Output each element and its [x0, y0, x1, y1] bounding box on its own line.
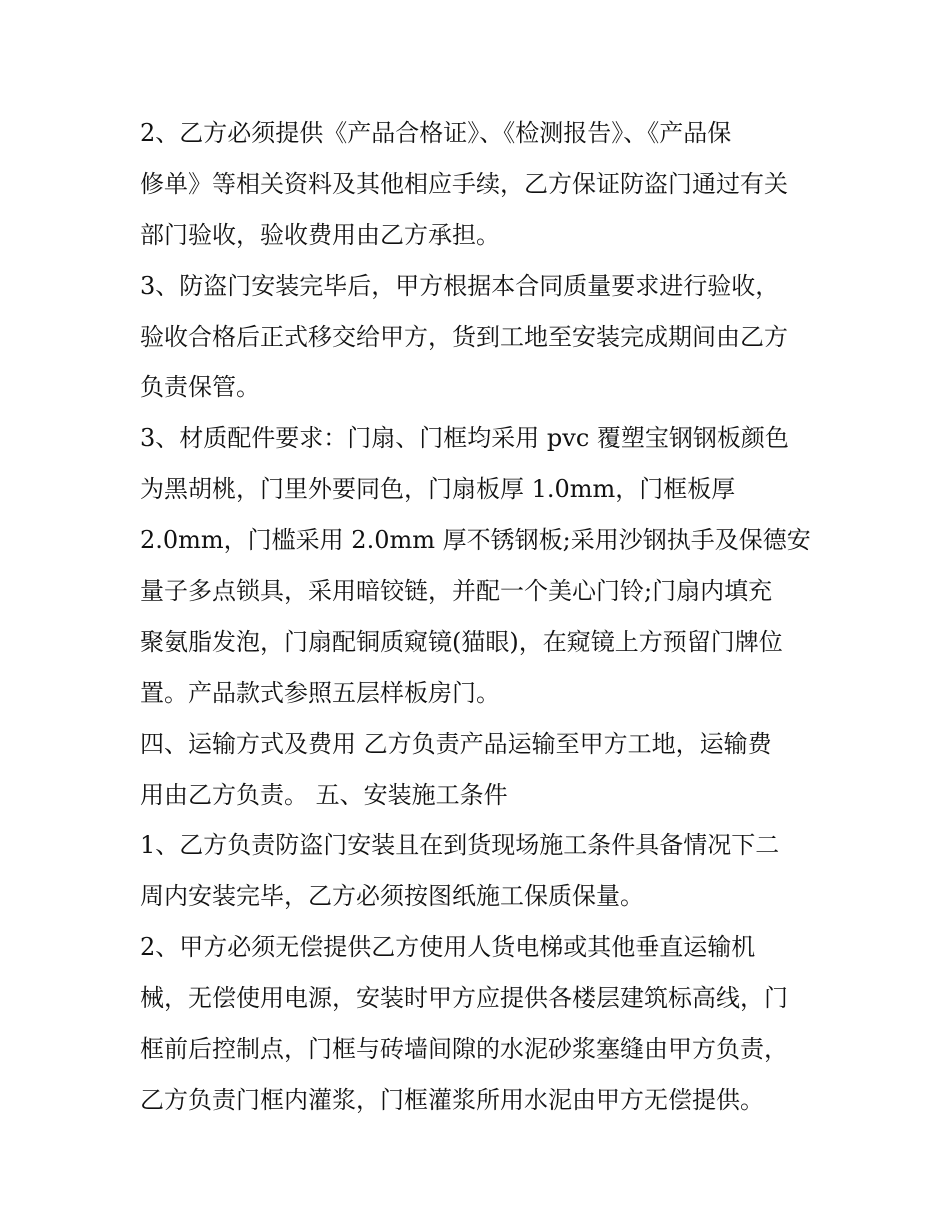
text-line: 为黑胡桃，门里外要同色，门扇板厚 1.0mm，门框板厚 [140, 475, 736, 504]
text-line: 2、甲方必须无偿提供乙方使用人货电梯或其他垂直运输机 [140, 933, 756, 962]
text-line: 负责保管。 [140, 373, 260, 402]
text-line: 部门验收，验收费用由乙方承担。 [140, 220, 500, 249]
text-line: 周内安装完毕，乙方必须按图纸施工保质保量。 [140, 882, 644, 911]
text-line: 量子多点锁具，采用暗铰链，并配一个美心门铃;门扇内填充 [140, 577, 773, 606]
text-line: 框前后控制点，门框与砖墙间隙的水泥砂浆塞缝由甲方负责， [140, 1035, 788, 1064]
text-line: 聚氨脂发泡，门扇配铜质窥镜(猫眼)，在窥镜上方预留门牌位 [140, 627, 783, 656]
text-line: 置。产品款式参照五层样板房门。 [140, 678, 500, 707]
text-line: 1、乙方负责防盗门安装且在到货现场施工条件具备情况下二 [140, 831, 780, 860]
text-line: 乙方负责门框内灌浆，门框灌浆所用水泥由甲方无偿提供。 [140, 1085, 764, 1114]
text-line: 2.0mm，门槛采用 2.0mm 厚不锈钢板;采用沙钢执手及保德安 [140, 526, 811, 555]
text-line: 械，无偿使用电源，安装时甲方应提供各楼层建筑标高线，门 [140, 984, 788, 1013]
text-line: 2、乙方必须提供《产品合格证》、《检测报告》、《产品保 [140, 119, 732, 147]
text-line: 验收合格后正式移交给甲方，货到工地至安装完成期间由乙方 [140, 322, 788, 351]
text-line: 用由乙方负责。 五、安装施工条件 [140, 780, 508, 809]
text-line: 3、材质配件要求：门扇、门框均采用 pvc 覆塑宝钢钢板颜色 [140, 424, 789, 453]
text-line: 修单》等相关资料及其他相应手续，乙方保证防盗门通过有关 [140, 169, 788, 198]
text-line: 3、防盗门安装完毕后，甲方根据本合同质量要求进行验收， [140, 271, 780, 300]
document-body [140, 108, 820, 1126]
text-line: 四、运输方式及费用 乙方负责产品运输至甲方工地，运输费 [140, 729, 772, 758]
